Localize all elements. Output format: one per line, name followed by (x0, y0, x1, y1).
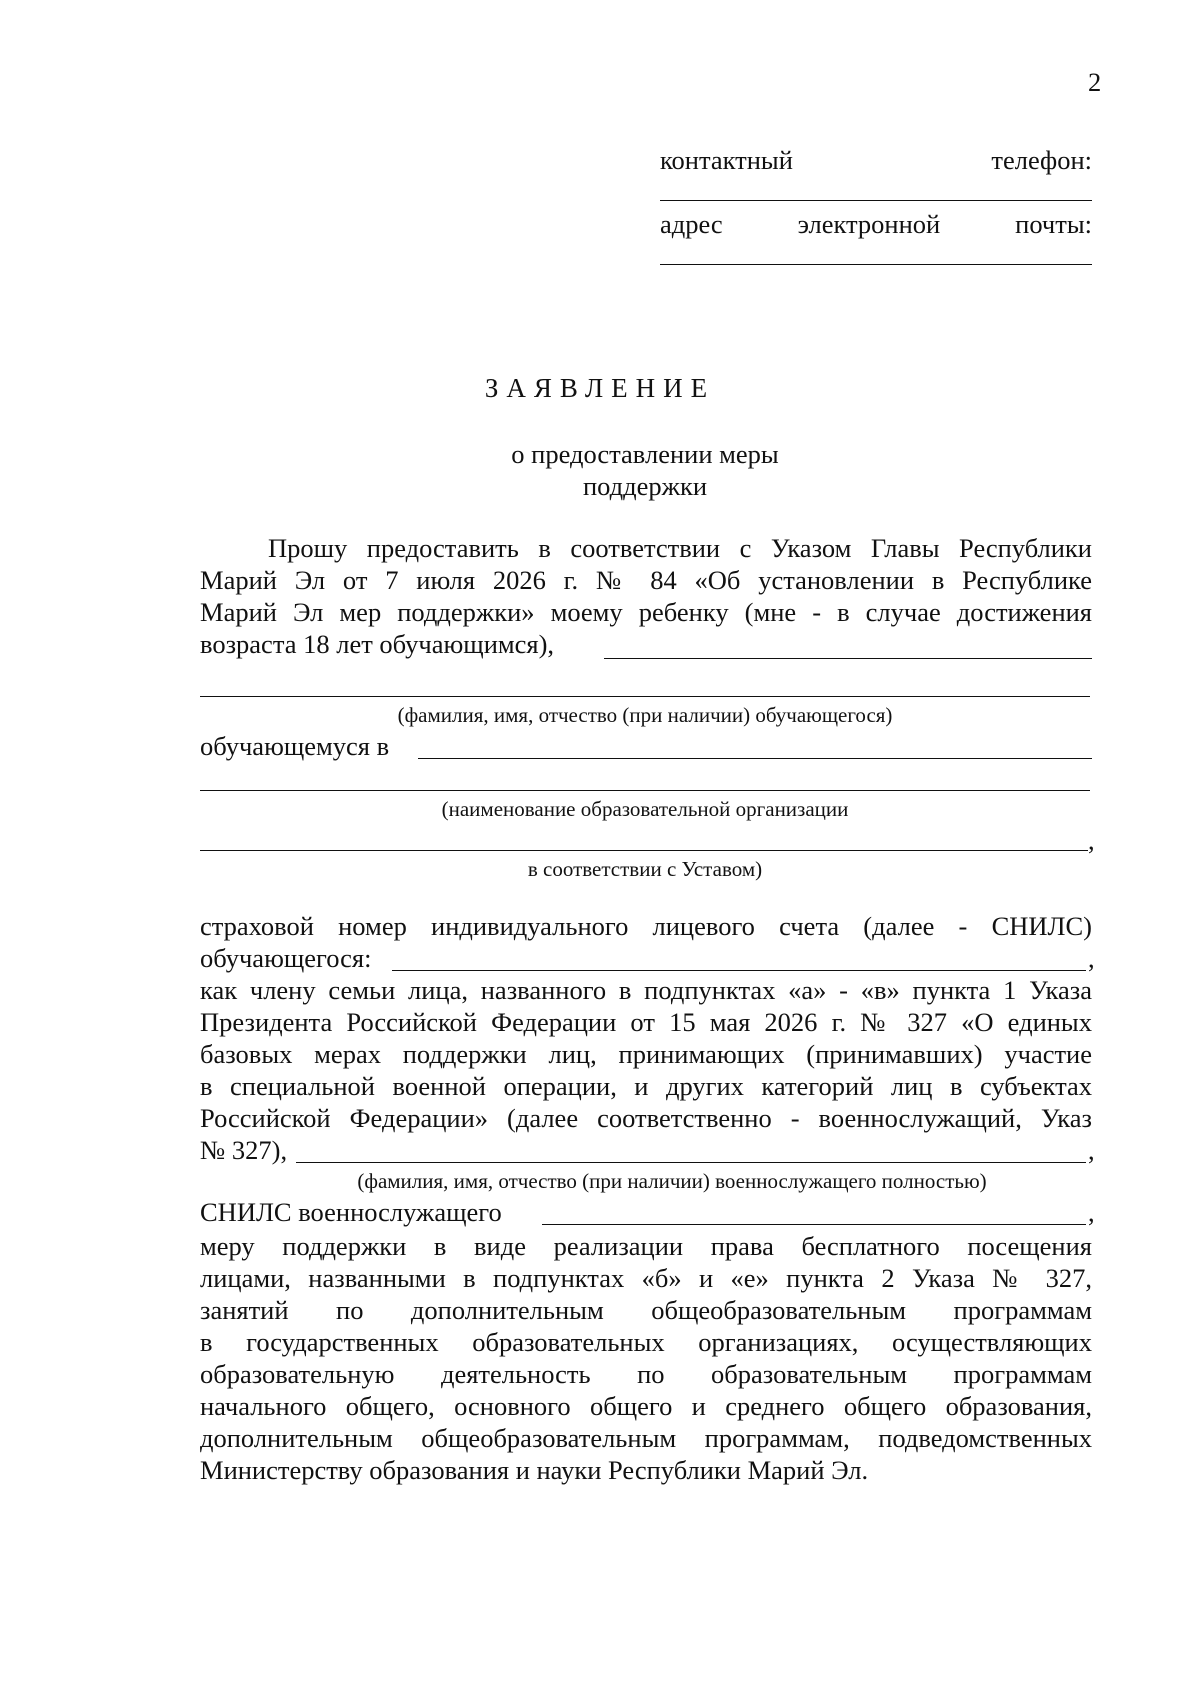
org-name-field-line-3[interactable] (200, 850, 1088, 851)
para3-line8: Министерству образования и науки Республики Марий Эл. (200, 1455, 869, 1485)
student-name-field-line-2[interactable] (200, 696, 1090, 697)
email-label (660, 208, 1092, 240)
org-name-field-line-1[interactable] (418, 758, 1092, 759)
contact-phone-label (660, 144, 1092, 176)
para3-line3: занятий по дополнительным общеобразовательным программам (200, 1295, 1092, 1325)
para3-line5: образовательную деятельность по образовательным программам (200, 1359, 1092, 1389)
phone-field-line[interactable] (660, 200, 1092, 201)
org-name-field-line-2[interactable] (200, 790, 1090, 791)
comma-snils: , (1088, 943, 1095, 973)
comma-org: , (1088, 825, 1095, 855)
para2-line1: как члену семьи лица, названного в подпунктах «а» - «в» пункта 1 Указа (200, 975, 1092, 1005)
para2-line5: Российской Федерации» (далее соответственно - военнослужащий, Указ (200, 1103, 1092, 1133)
serviceman-name-field-line[interactable] (296, 1162, 1086, 1163)
student-in-label: обучающемуся в (200, 731, 390, 761)
caption-org-name: (наименование образовательной организации (441, 797, 849, 821)
para2-line3: базовых мерах поддержки лиц, принимающих (принимавших) участие (200, 1039, 1092, 1069)
caption-serviceman-name: (фамилия, имя, отчество (при наличии) военнослужащего полностью) (357, 1169, 987, 1193)
caption-charter: в соответствии с Уставом) (527, 857, 763, 881)
para3-line7: дополнительным общеобразовательным программам, подведомственных (200, 1423, 1092, 1453)
email-label-part2: электронной (797, 209, 941, 239)
para3-line6: начального общего, основного общего и среднего общего образования, (200, 1391, 1092, 1421)
subtitle-line-1: о предоставлении меры (511, 439, 779, 469)
comma-serviceman: , (1088, 1135, 1095, 1165)
serviceman-snils-field-line[interactable] (542, 1224, 1086, 1225)
para1-line2: Марий Эл от 7 июля 2026 г. № 84 «Об установлении в Республике (200, 565, 1092, 595)
snils-line2: обучающегося: (200, 943, 372, 973)
document-title: ЗАЯВЛЕНИЕ (484, 373, 716, 403)
para2-line2: Президента Российской Федерации от 15 мая 2026 г. № 327 «О единых (200, 1007, 1092, 1037)
para2-line6: № 327), (200, 1135, 288, 1165)
page-number: 2 (1088, 67, 1102, 97)
email-label-part3: почты: (1015, 209, 1092, 239)
para1-line1: Прошу предоставить в соответствии с Указом Главы Республики (268, 533, 1092, 563)
para3-line1: меру поддержки в виде реализации права бесплатного посещения (200, 1231, 1092, 1261)
para3-line2: лицами, названными в подпунктах «б» и «е» пункта 2 Указа № 327, (200, 1263, 1092, 1293)
para3-line4: в государственных образовательных организациях, осуществляющих (200, 1327, 1092, 1357)
snils-line1: страховой номер индивидуального лицевого счета (далее - СНИЛС) (200, 911, 1092, 941)
contact-label-left: контактный (660, 145, 793, 175)
contact-label-right: телефон: (991, 145, 1092, 175)
email-field-line[interactable] (660, 264, 1092, 265)
subtitle-line-2: поддержки (582, 471, 707, 501)
student-snils-field-line[interactable] (392, 970, 1086, 971)
para2-line4: в специальной военной операции, и других категорий лиц в субъектах (200, 1071, 1092, 1101)
caption-student-name: (фамилия, имя, отчество (при наличии) обучающегося) (397, 703, 893, 727)
para1-line4: возраста 18 лет обучающимся), (200, 629, 555, 659)
email-label-part1: адрес (660, 209, 723, 239)
student-name-field-line-1[interactable] (604, 658, 1092, 659)
comma-serviceman-snils: , (1088, 1197, 1095, 1227)
snils-serviceman-label: СНИЛС военнослужащего (200, 1197, 502, 1227)
para1-line3: Марий Эл мер поддержки» моему ребенку (мне - в случае достижения (200, 597, 1092, 627)
